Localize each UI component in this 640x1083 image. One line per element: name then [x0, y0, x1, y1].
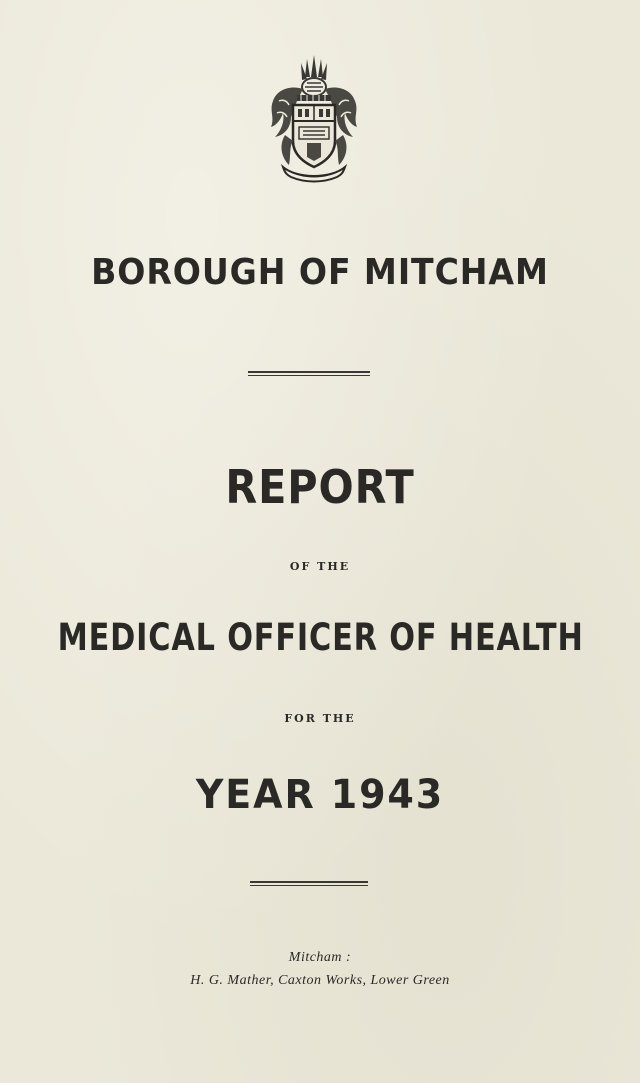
borough-title: BOROUGH OF MITCHAM — [91, 252, 549, 293]
of-the-connector: OF THE — [289, 560, 351, 573]
double-rule-divider — [248, 371, 370, 376]
double-rule-divider — [250, 881, 368, 886]
for-the-connector: FOR THE — [284, 712, 356, 725]
imprint-place: Mitcham : — [288, 950, 352, 965]
report-heading: REPORT — [225, 460, 415, 514]
report-year: YEAR 1943 — [195, 772, 445, 818]
borough-coat-of-arms-icon — [263, 55, 365, 185]
imprint-printer: H. G. Mather, Caxton Works, Lower Green — [190, 973, 450, 988]
officer-title: MEDICAL OFFICER OF HEALTH — [57, 616, 584, 659]
